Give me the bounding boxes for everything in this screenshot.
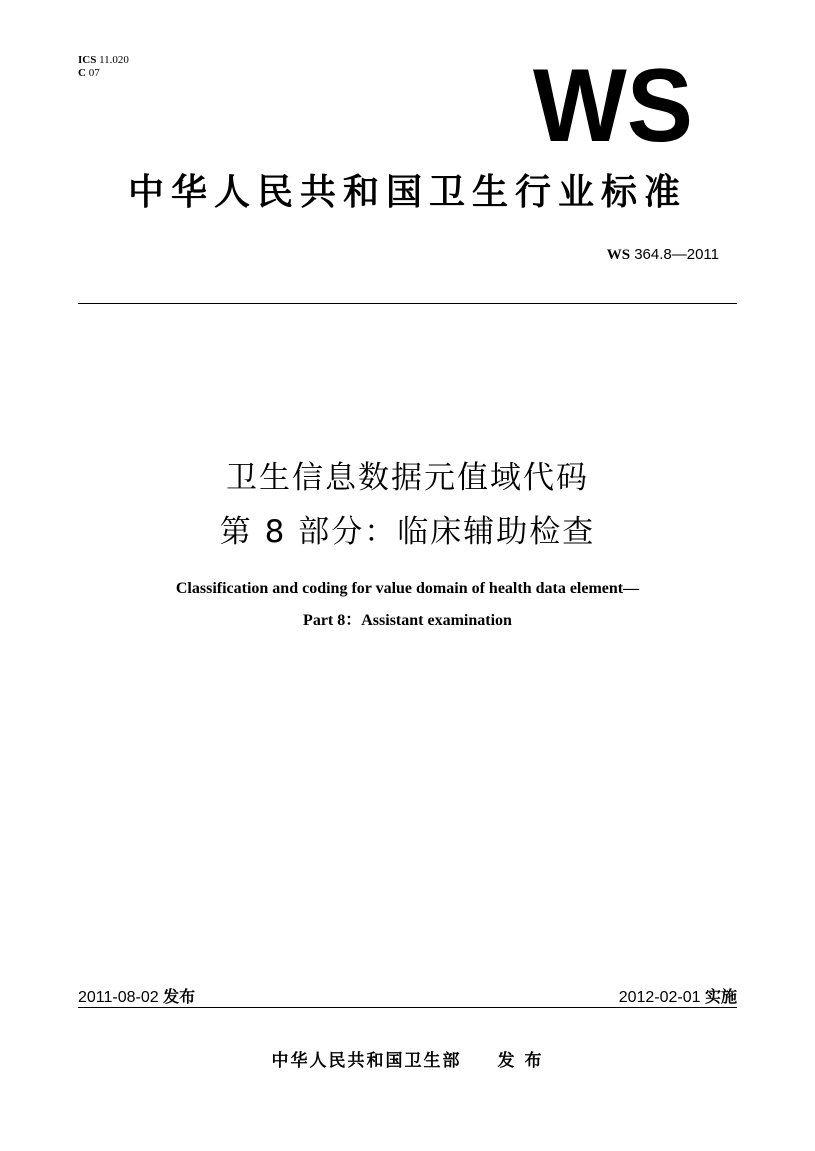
effective-date-value: 2012-02-01 bbox=[618, 989, 701, 1006]
effective-date bbox=[619, 984, 737, 1007]
ccs-code: 07 bbox=[88, 67, 100, 79]
standard-prefix: WS bbox=[606, 247, 631, 263]
ics-code: 11.020 bbox=[99, 54, 129, 66]
main-title: 中华人民共和国卫生行业标准 bbox=[127, 172, 687, 213]
ws-logo-text: WS bbox=[533, 58, 693, 148]
standard-number bbox=[607, 246, 719, 264]
issue-date bbox=[78, 984, 195, 1007]
issue-label: 发布 bbox=[163, 987, 196, 1006]
title-cn-line2: 第 8 部分：临床辅助检查 bbox=[219, 514, 596, 550]
ccs-code-line bbox=[78, 67, 129, 80]
standard-code: 364.8—2011 bbox=[634, 246, 719, 263]
classification-codes bbox=[78, 54, 129, 80]
issue-date-value: 2011-08-02 bbox=[78, 989, 159, 1006]
issuer-line bbox=[0, 1046, 815, 1071]
ws-logo bbox=[530, 58, 696, 148]
effective-label: 实施 bbox=[704, 987, 737, 1006]
ccs-label: C bbox=[78, 67, 86, 79]
ics-code-line bbox=[78, 54, 129, 67]
issuer-action: 发 布 bbox=[497, 1051, 544, 1071]
ics-label: ICS bbox=[78, 54, 97, 66]
footer-divider bbox=[78, 1007, 737, 1008]
issuer-name: 中华人民共和国卫生部 bbox=[271, 1051, 462, 1071]
title-en-line1: Classification and coding for value domain of health data element— bbox=[175, 580, 640, 597]
title-en-line2: Part 8：Assistant examination bbox=[303, 612, 512, 629]
header-divider bbox=[78, 303, 737, 304]
title-cn-line1: 卫生信息数据元值域代码 bbox=[226, 460, 589, 496]
